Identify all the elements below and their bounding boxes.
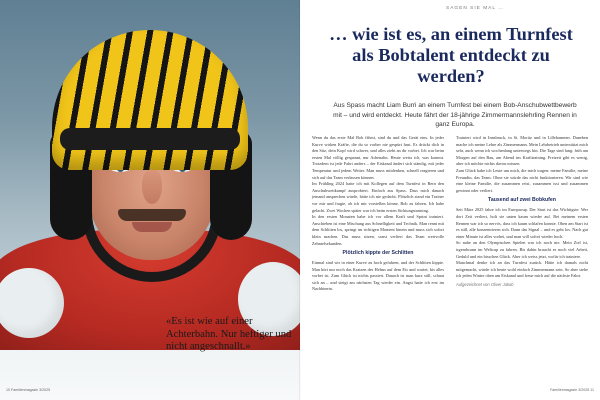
subheading: Tausend auf zwei Bobkufen [488,197,556,204]
paragraph: Trainiert wird in Innsbruck, in St. Moritz und in Lillehammer. Daneben mache ich meine Lehre als Zimmermann. Mein Lehrbetrieb unterstützt mich sehr, auch wenn ich wochenlang unterwegs bin. Die Tage sind lang: früh am Morgen auf den Bau, am Abend ins Krafttraining. Freizeit gibt es wenig, aber ich möchte nichts davon missen. [456,135,588,167]
paragraph: Wenn du das erste Mal Bob fährst, sind du und das Gerät eins. In jeder Kurve wirken Kräfte, die du so vorher nie gespürt hast. Es drückt dich in den Sitz, dein Kopf wird schwer, und alles zieht an dir vorbei. Ich war beim ersten Mal völlig gespannt, nur Adrenalin. Heute weiss ich, was kommt. Trotzdem ist jede Fahrt anders – der Eiskanal ändert sich ständig, mit jeder Temperatur und jedem Wetter. Man muss mitdenken, schnell reagieren und sich auf das Team verlassen können. [312,135,444,180]
paragraph: In den ersten Monaten habe ich vor allem Kraft und Sprint trainiert. Anschieben ist eine Mischung aus Schnelligkeit und Technik. Man rennt mit dem Schlitten los, springt im richtigen Moment hinein und muss sich sofort klein machen. Das muss sitzen, sonst verliert das Team wertvolle Zehntelsekunden. [312,214,444,246]
lead-paragraph: Aus Spass macht Liam Burri an einem Turnfest bei einem Bob-Anschubwettbewerb mit – und wird entdeckt. Heute fährt der 18-jährige Zimmermannslehrling Rennen in ganz Europa. [333,102,577,129]
paragraph: So nahe an den Olympischen Spielen war ich noch nie. Mein Ziel ist, irgendwann im Weltcup zu fahren. Bis dahin braucht es noch viel Arbeit, Geduld und ein bisschen Glück. Aber ich weiss jetzt, wofür ich trainiere. [456,240,588,259]
paragraph: Im Frühling 2024 hatte ich mit Kollegen auf dem Turnfest in Bern den Anschubwettkampf ausprobiert. Einfach aus Spass. Dass mich danach jemand ansprechen würde, hätte ich nie gedacht. Plötzlich stand ein Trainer vor mir und fragte, ob ich mir vorstellen könne, Bob zu fahren. Ich habe gelacht. Zwei Wochen später war ich beim ersten Sichtungstraining. [312,181,444,213]
paragraph: Einmal sind wir in einer Kurve zu hoch gefahren, und der Schlitten kippte. Man hört nur noch das Kratzen des Helms auf dem Eis und wartet, bis alles vorbei ist. Zum Glück ist nichts passiert. Danach ist man kurz still, schaut sich an – und steigt am nächsten Tag wieder ein. Angst hatte ich erst im Nachhinein. [312,260,444,292]
section-tag: SAGEN SIE MAL … [446,6,505,11]
text-column-left [312,135,444,293]
folio-left: 10 Familienmagazin 3/2025 [6,388,51,392]
author-credit: Aufgezeichnet von Oliver Jakob [456,281,514,287]
folio-right: Familienmagazin 3/2025 11 [550,388,594,392]
pull-quote: «Es ist wie auf einer Achterbahn. Nur heftiger und nicht angeschnallt.» [166,316,292,353]
paragraph: Seit März 2025 fahre ich im Europacup. Der Start ist das Wichtigste: Wer dort Zeit verliert, holt sie unten kaum wieder auf. Bei meinem ersten Rennen war ich so nervös, dass ich kaum schlafen konnte. Oben am Start ist es still, alle konzentrieren sich. Dann das Signal – und es geht los. Nach gut einer Minute ist alles vorbei, und man will sofort wieder hoch. [456,207,588,239]
paragraph: Manchmal denke ich an das Turnfest zurück. Hätte ich damals nicht mitgemacht, würde ich heute wohl einfach Zimmermann sein. So aber stehe ich jeden Winter oben am Eiskanal und freue mich auf die nächste Fahrt. [456,260,588,279]
subheading: Plötzlich kippte der Schlitten [342,250,414,257]
text-column-right [456,135,588,288]
paragraph: Zum Glück habe ich Leute um mich, die mich tragen: meine Familie, meine Freundin, das Team. Ohne sie würde das nicht funktionieren. Wir sind wie eine kleine Familie, die zusammen reist, zusammen isst und zusammen gewinnt oder verliert. [456,167,588,193]
headline: … wie ist es, an einem Turnfest als Bobtalent entdeckt zu werden? [329,24,573,86]
helmet-rim [60,128,240,150]
page-gutter [299,0,301,400]
